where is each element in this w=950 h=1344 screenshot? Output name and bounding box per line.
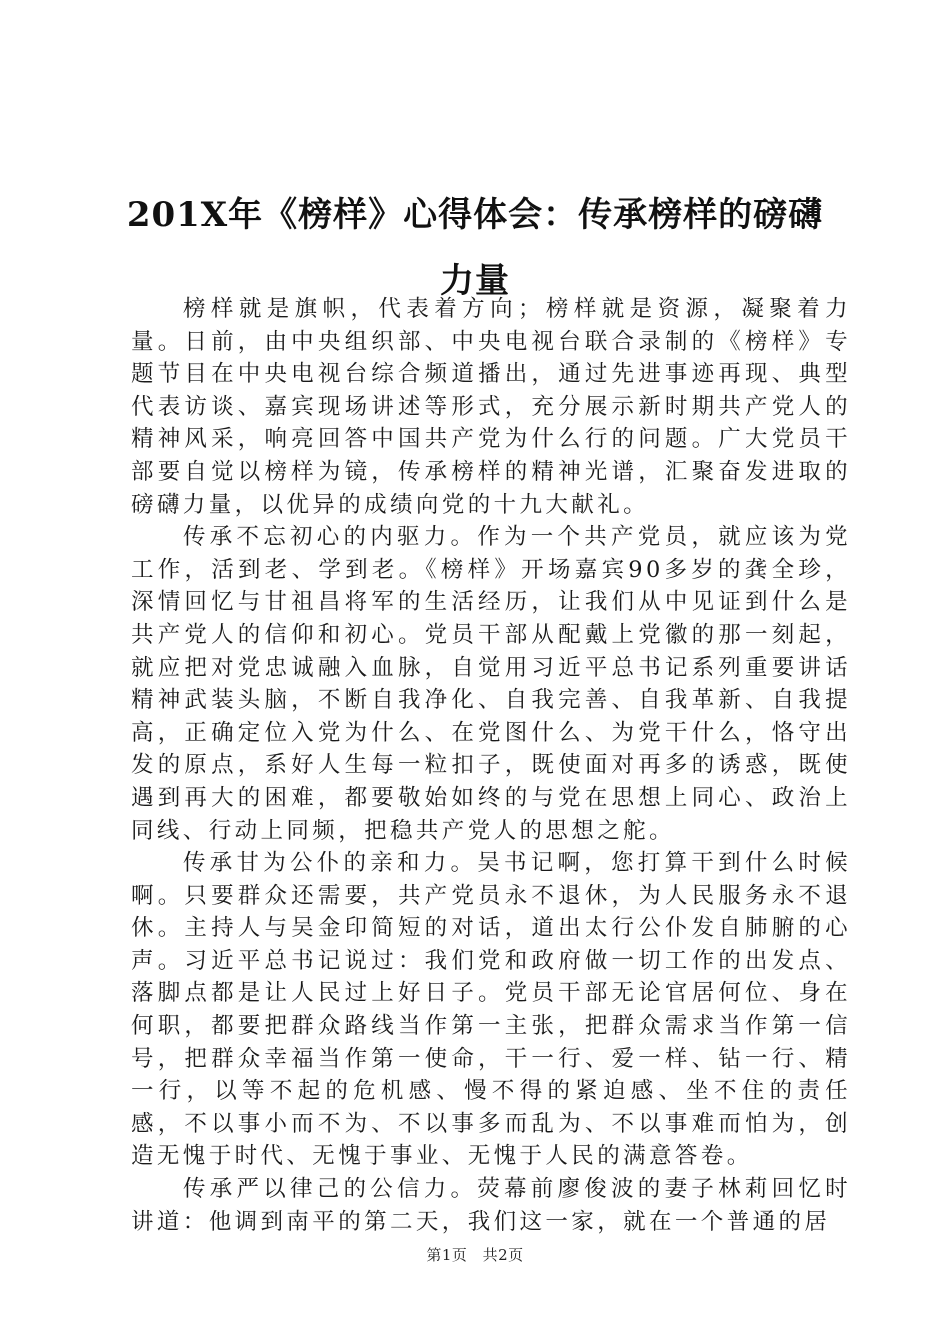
- document-body: [131, 293, 851, 1238]
- title-line-2: 力量: [440, 261, 510, 301]
- paragraph: 传承不忘初心的内驱力。作为一个共产党员，就应该为党工作，活到老、学到老。《榜样》开场嘉宾90多岁的龚全珍，深情回忆与甘祖昌将军的生活经历，让我们从中见证到什么是共产党人的信仰和初心。党员干部从配戴上党徽的那一刻起，就应把对党忠诚融入血脉，自觉用习近平总书记系列重要讲话精神武装头脑，不断自我净化、自我完善、自我革新、自我提高，正确定位入党为什么、在党图什么、为党干什么，恪守出发的原点，系好人生每一粒扣子，既使面对再多的诱惑，既使遇到再大的困难，都要敬始如终的与党在思想上同心、政治上同线、行动上同频，把稳共产党人的思想之舵。: [131, 524, 851, 844]
- paragraph: 榜样就是旗帜，代表着方向；榜样就是资源，凝聚着力量。日前，由中央组织部、中央电视台联合录制的《榜样》专题节目在中央电视台综合频道播出，通过先进事迹再现、典型代表访谈、嘉宾现场讲述等形式，充分展示新时期共产党人的精神风采，响亮回答中国共产党为什么行的问题。广大党员干部要自觉以榜样为镜，传承榜样的精神光谱，汇聚奋发进取的磅礴力量，以优异的成绩向党的十九大献礼。: [131, 296, 851, 518]
- page-number: 第1页: [426, 1246, 468, 1264]
- paragraph: 传承甘为公仆的亲和力。吴书记啊，您打算干到什么时候啊。只要群众还需要，共产党员永不退休，为人民服务永不退休。主持人与吴金印简短的对话，道出太行公仆发自肺腑的心声。习近平总书记说过：我们党和政府做一切工作的出发点、落脚点都是让人民过上好日子。党员干部无论官居何位、身在何职，都要把群众路线当作第一主张，把群众需求当作第一信号，把群众幸福当作第一使命，干一行、爱一样、钻一行、精一行，以等不起的危机感、慢不得的紧迫感、坐不住的责任感，不以事小而不为、不以事多而乱为、不以事难而怕为，创造无愧于时代、无愧于事业、无愧于人民的满意答卷。: [131, 850, 851, 1170]
- page-footer: [0, 1244, 950, 1265]
- title-line-1: 201X年《榜样》心得体会：传承榜样的磅礴: [126, 195, 824, 235]
- page-total: 共2页: [482, 1246, 524, 1264]
- paragraph: 传承严以律己的公信力。荧幕前廖俊波的妻子林莉回忆时讲道：他调到南平的第二天，我们这一家，就在一个普通的居: [131, 1176, 851, 1235]
